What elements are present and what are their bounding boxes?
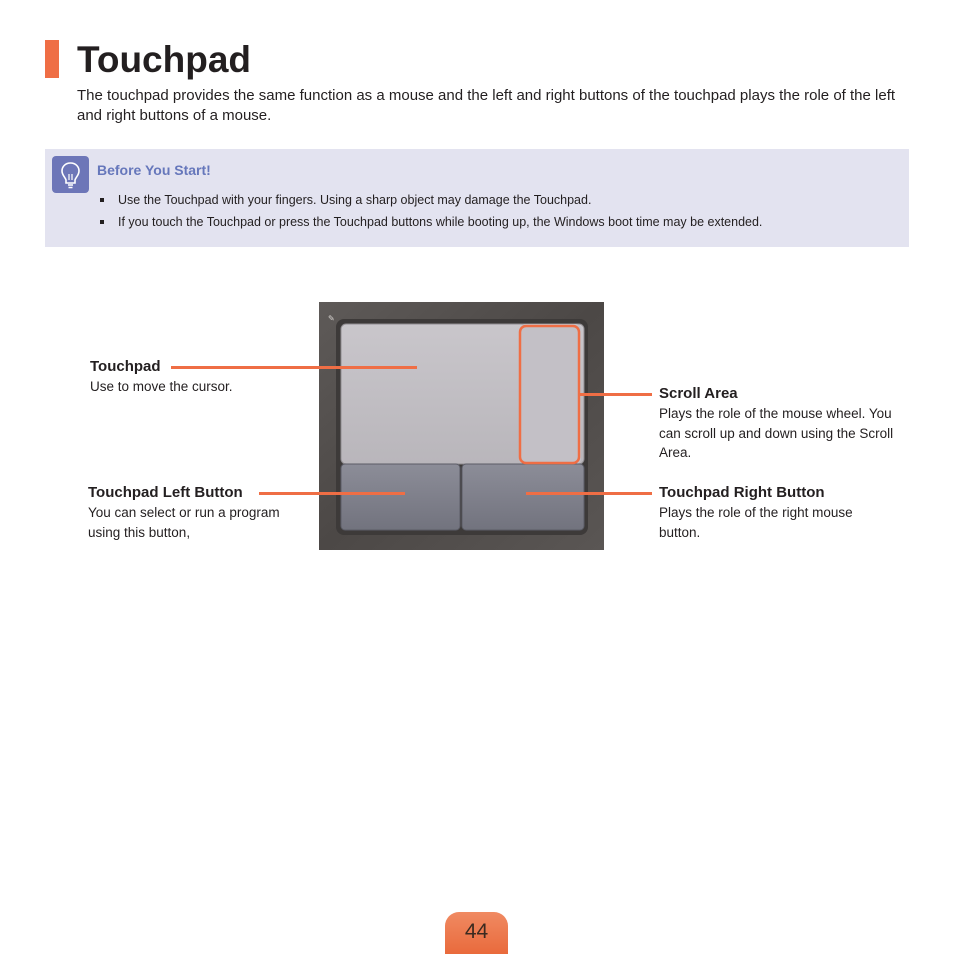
note-title: Before You Start! [97,162,211,178]
scroll-area-callout [659,384,909,463]
lightbulb-icon [52,156,89,193]
scroll-area-leader-line [580,393,652,396]
right-button-leader-line [526,492,652,495]
touchpad-callout [90,357,233,397]
note-list [97,189,762,233]
scroll-area-label: Scroll Area [659,385,738,402]
left-button-label: Touchpad Left Button [88,484,243,501]
right-button-callout [659,483,889,542]
page-number: 44 [464,920,489,943]
before-you-start-note [45,149,909,247]
scroll-area-desc: Plays the role of the mouse wheel. You can scroll up and down using the Scroll Area. [659,406,894,460]
note-item: Use the Touchpad with your fingers. Using a sharp object may damage the Touchpad. [97,189,762,211]
intro-paragraph: The touchpad provides the same function as a mouse and the left and right buttons of the touchpad plays the role of the left and right buttons of a mouse. [77,87,896,124]
page-title: Touchpad [77,39,252,80]
touchpad-photo [319,302,604,550]
right-button-desc: Plays the role of the right mouse button. [659,505,853,540]
page-number-tab [445,912,508,954]
left-button-desc: You can select or run a program using this button, [88,505,280,540]
title-accent-bar [45,40,59,78]
svg-text:✎: ✎ [328,314,335,323]
right-button-label: Touchpad Right Button [659,484,825,501]
touchpad-desc: Use to move the cursor. [90,379,233,394]
touchpad-label: Touchpad [90,358,161,375]
note-item: If you touch the Touchpad or press the Touchpad buttons while booting up, the Windows boot time may be extended. [97,211,762,233]
left-button-callout [88,483,308,542]
